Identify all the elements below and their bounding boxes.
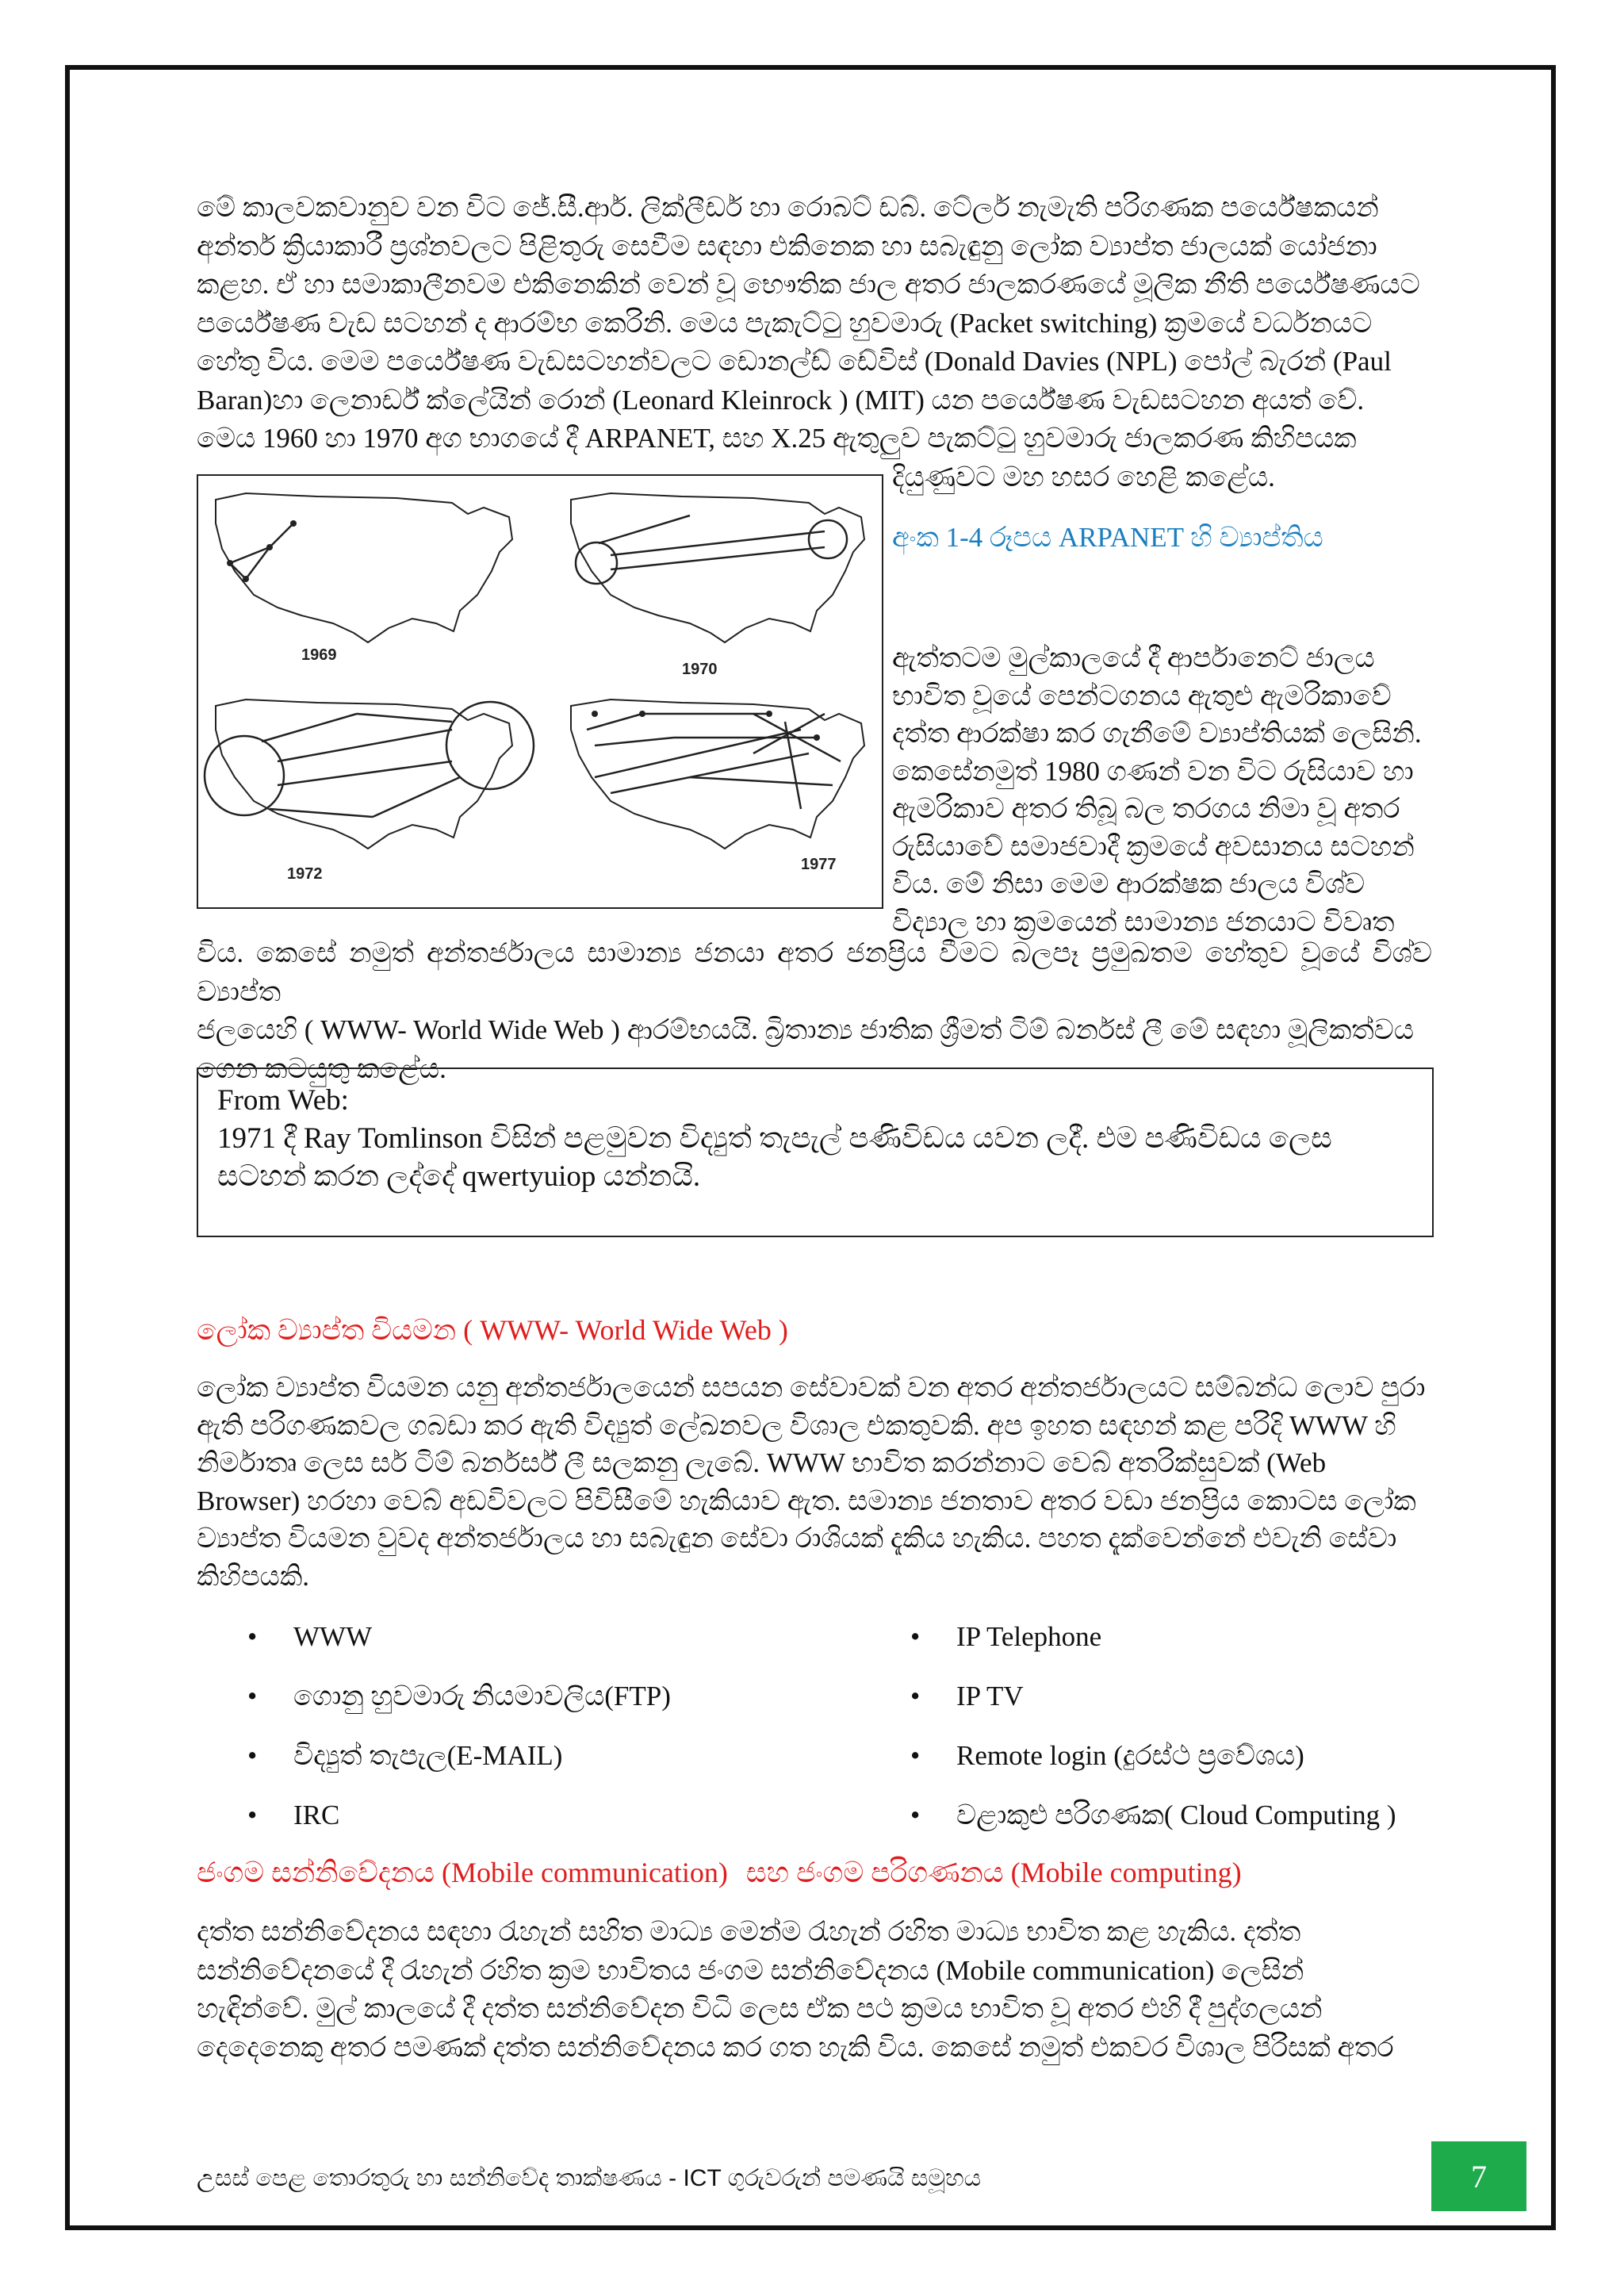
- bullet-icon: •: [910, 1620, 921, 1652]
- arpanet-map-figure: [197, 474, 883, 909]
- year-label-1977: 1977: [801, 856, 837, 873]
- wrap-line: භාවිත වූයේ පෙන්ටගනය ඇතුළු ඇමරිකාවේ: [892, 680, 1392, 711]
- from-web-line: 1971 දී Ray Tomlinson විසින් පළමුවන විද්‍යුත් තැපැල් පණිවිඩය යවන ලදී. එම පණිවිඩය ලෙස: [217, 1122, 1332, 1155]
- list-item: [247, 1785, 671, 1845]
- after-figure-paragraph: [197, 934, 1432, 1088]
- www-heading: ලෝක ව්‍යාප්ත වියමන ( WWW- World Wide Web ): [197, 1314, 788, 1346]
- intro-line: අන්තර් ක්‍රියාකාරී ප්‍රශ්නවලට පිළිතුරු සෙවීම සඳහා එකිනෙක හා සබැඳුනු ලෝක ව්‍යාප්ත ජාලයක් යෝජනා: [197, 230, 1377, 262]
- year-label-1969: 1969: [301, 646, 337, 664]
- bullet-icon: •: [910, 1680, 921, 1711]
- us-map-1969: [216, 493, 512, 642]
- page-number: 7: [1431, 2141, 1526, 2211]
- mobile-line: සන්නිවේදනයේ දී රැහැන් රහිත ක්‍රම භාවිතය ජංගම සන්නිවේදනය (Mobile communication) ලෙසින්: [197, 1954, 1304, 1986]
- bullet-icon: •: [247, 1620, 258, 1652]
- www-line: ව්‍යාප්ත වියමන වුවද අන්තර්ජාලය හා සබැඳුන සේවා රාශියක් දැකිය හැකිය. පහත දැක්වෙන්නේ එවැනි සේවා: [197, 1523, 1397, 1554]
- wrap-line: විද්‍යාල හා ක්‍රමයෙන් සාමාන්‍ය ජනයාට විවෘත: [892, 906, 1395, 937]
- list-item: [247, 1607, 671, 1666]
- wrap-line: කෙසේනමුත් 1980 ගණන් වන විට රුසියාව හා: [892, 755, 1414, 787]
- mobile-heading: [197, 1856, 1242, 1890]
- mobile-heading-part: ජංගම සන්නිවේදනය (Mobile communication): [197, 1857, 728, 1888]
- intro-line: මේ කාලවකවානුව වන විට ජේ.සී.ආර්. ලික්ලීඩර් හා රොබට් ඩබ්. ටේලර් නැමැති පරිගණක පර්යේෂකයන්: [197, 192, 1379, 223]
- mobile-line: හැඳින්වේ. මුල් කාලයේ දී දත්ත සන්නිවේදන විධි ලෙස ඒක පථ ක්‍රමය භාවිත වූ අතර එහි දී පුද්ගලයන්: [197, 1993, 1323, 2024]
- www-line: ඇති පරිගණකවල ගබඩා කර ඇති විද්‍යුත් ලේඛනවල විශාල එකතුවකි. අප ඉහත සඳහන් කළ පරිදි WWW හි: [197, 1409, 1396, 1441]
- mobile-heading-part: ජංගම පරිගණනය (Mobile computing): [796, 1857, 1242, 1888]
- mobile-heading-part: සහ: [745, 1857, 790, 1888]
- bullet-icon: •: [910, 1739, 921, 1771]
- service-label: WWW: [293, 1620, 373, 1652]
- wrap-line: විය. මේ නිසා මෙම ආරක්ෂක ජාලය විශ්ව: [892, 868, 1365, 899]
- service-label: විද්‍යුත් තැපැල(E-MAIL): [293, 1739, 563, 1771]
- intro-line: කළහ. ඒ හා සමාකාලීනවම එකිනෙකින් වෙන් වූ භෞතික ජාල අතර ජාලකරණයේ මූලික නීති පර්යේෂණයට: [197, 269, 1420, 300]
- service-label: IP TV: [956, 1680, 1024, 1711]
- intro-line: මෙය 1960 හා 1970 අග භාගයේ දී ARPANET, සහ X.25 ඇතුලුව පැකට්ටු හුවමාරු ජාලකරණ කිහිපයක: [197, 423, 1357, 454]
- service-label: ගොනු හුවමාරු නියමාවලිය(FTP): [293, 1680, 671, 1711]
- list-item: [910, 1785, 1396, 1845]
- bullet-icon: •: [247, 1680, 258, 1711]
- mobile-line: දත්ත සන්නිවේදනය සඳහා රැහැන් සහිත මාධ්‍ය මෙන්ම රැහැන් රහිත මාධ්‍ය භාවිත කළ හැකිය. දත්ත: [197, 1916, 1301, 1947]
- intro-line: පර්යේෂණ වැඩ සටහන් ද ආරම්භ කෙරිනි. මෙය පැකැට්ටු හුවමාරු (Packet switching) ක්‍රමයේ වර්ධනයට: [197, 307, 1373, 339]
- www-paragraph: [197, 1369, 1432, 1595]
- services-list-right: [910, 1607, 1396, 1845]
- service-label: Remote login (දුරස්ථ ප්‍රවේශය): [956, 1739, 1304, 1771]
- mobile-paragraph: [197, 1913, 1432, 2067]
- bullet-icon: •: [247, 1799, 258, 1830]
- services-list-left: [247, 1607, 671, 1845]
- intro-line: හේතු විය. මෙම පර්යේෂණ වැඩසටහන්වලට ඩොනල්ඩ් ඩේවිස් (Donald Davies (NPL) පෝල් බැරන් (Paul: [197, 346, 1392, 377]
- list-item: [910, 1666, 1396, 1726]
- from-web-line: සටහන් කරන ලද්දේ qwertyuiop යන්නයි.: [217, 1160, 701, 1193]
- year-label-1970: 1970: [682, 661, 718, 678]
- service-label: IRC: [293, 1799, 340, 1830]
- service-label: වළාකුළු පරිගණක( Cloud Computing ): [956, 1799, 1396, 1830]
- footer-title: උසස් පෙළ තොරතුරු හා සන්නිවේද තාක්ෂණය - ICT ගුරුවරුන් පමණයි සමූහය: [197, 2165, 982, 2191]
- list-item: [910, 1726, 1396, 1785]
- after-line: ගෙන කටයුතු කළේය.: [197, 1052, 446, 1084]
- us-map-1970: [571, 493, 864, 642]
- www-line: Browser) හරහා වෙබ් අඩවිවලට පිවිසීමේ හැකියාව ඇත. සමාන්‍ය ජනතාව අතර වඩා ජනප්‍රිය කොටස ලෝක: [197, 1485, 1416, 1516]
- service-label: IP Telephone: [956, 1620, 1102, 1652]
- bullet-icon: •: [910, 1799, 921, 1830]
- www-line: නිර්මාතෘ ලෙස සර් ටිම් බර්නර්ස් ලී සලකනු ලැබේ. WWW භාවිත කරන්නාට වෙබ් අතරික්සුවක් (Web: [197, 1447, 1327, 1478]
- wrap-first-line: දියුණුවට මහ හසර හෙළි කළේය.: [892, 462, 1275, 493]
- wrap-line: දත්ත ආරක්ෂා කර ගැනීමේ ව්‍යාප්තියක් ලෙසිනි.: [892, 718, 1422, 749]
- wrap-line: ඇත්තටම මුල්කාලයේ දී ආර්පානෙට් ජාලය: [892, 642, 1375, 673]
- wrap-line: රුසියාවේ සමාජවාදී ක්‍රමයේ අවසානය සටහන්: [892, 830, 1415, 862]
- intro-paragraph: [197, 189, 1432, 458]
- list-item: [910, 1607, 1396, 1666]
- list-item: [247, 1666, 671, 1726]
- intro-line: Baran)හා ලෙනාර්ඩ් ක්ලේයින් රොන් (Leonard Kleinrock ) (MIT) යන පර්යේෂණ වැඩසටහන අයත් වේ.: [197, 384, 1365, 416]
- bullet-icon: •: [247, 1739, 258, 1771]
- from-web-title: From Web:: [217, 1084, 349, 1117]
- from-web-box: [197, 1068, 1434, 1237]
- after-line: ජලයෙහි ( WWW- World Wide Web ) ආරම්භයයි. බ්‍රිතාන්‍ය ජාතික ශ්‍රීමත් ටිම් බර්නස් ලී මේ සඳහා මූලිකත්වය: [197, 1014, 1414, 1045]
- year-label-1972: 1972: [287, 865, 323, 883]
- www-line: ලෝක ව්‍යාප්ත වියමන යනු අන්තර්ජාලයෙන් සපයන සේවාවක් වන අතර අන්තර්ජාලයට සම්බන්ධ ලොව පුරා: [197, 1372, 1426, 1403]
- figure-caption: අංක 1-4 රූපය ARPANET හි ව්‍යාප්තිය: [892, 522, 1323, 553]
- after-line: විය. කෙසේ නමුත් අන්තර්ජාලය සාමාන්‍ය ජනයා අතර ජනප්‍රිය වීමට බලපෑ ප්‍රමුඛතම හේතුව වූයේ විශ්ව ව්‍යාප්ත: [197, 937, 1432, 1007]
- wrap-paragraph: [892, 639, 1433, 941]
- list-item: [247, 1726, 671, 1785]
- www-line: කිහිපයකි.: [197, 1560, 309, 1592]
- wrap-line: ඇමරිකාව අතර තිබූ බල තරගය නිමා වූ අතර: [892, 793, 1400, 824]
- mobile-line: දෙදෙනෙකු අතර පමණක් දත්ත සන්නිවේදනය කර ගත හැකි විය. කෙසේ නමුත් එකවර විශාල පිරිසක් අතර: [197, 2031, 1394, 2063]
